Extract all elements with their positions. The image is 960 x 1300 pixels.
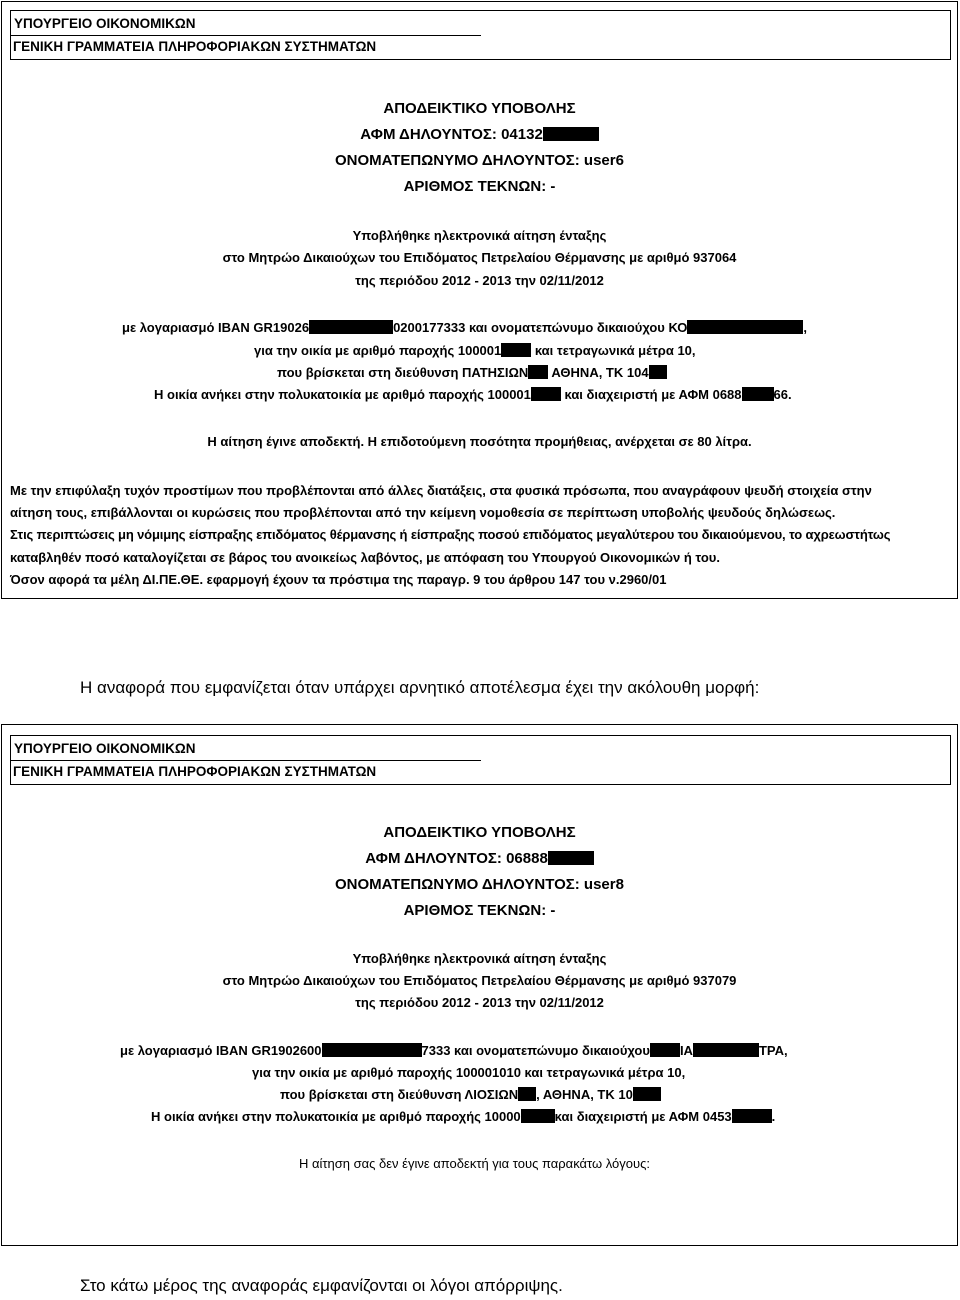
building-text-c: . bbox=[771, 1109, 776, 1124]
building-text-a: Η οικία ανήκει στην πολυκατοικία με αριθμό παροχής 100001 bbox=[154, 387, 531, 402]
building-text-a: Η οικία ανήκει στην πολυκατοικία με αριθμό παροχής 10000 bbox=[151, 1109, 521, 1124]
legal-line: Με την επιφύλαξη τυχόν προστίμων που προβλέπονται από άλλες διατάξεις, στα φυσικά πρόσωπα, που αναγράφουν ψευδή στοιχεία στην bbox=[10, 483, 872, 498]
address-text-a: που βρίσκεται στη διεύθυνση ΠΑΤΗΣΙΩΝ bbox=[277, 365, 529, 380]
building-line bbox=[151, 1109, 775, 1124]
submitted-line: Υποβλήθηκε ηλεκτρονικά αίτηση ένταξης bbox=[352, 951, 607, 966]
secretariat-name: ΓΕΝΙΚΗ ΓΡΑΜΜΑΤΕΙΑ ΠΛΗΡΟΦΟΡΙΑΚΩΝ ΣΥΣΤΗΜΑΤΩΝ bbox=[13, 39, 377, 54]
receipt-title: ΑΠΟΔΕΙΚΤΙΚΟ ΥΠΟΒΟΛΗΣ bbox=[383, 100, 576, 117]
redaction-block bbox=[687, 320, 803, 334]
redaction-block bbox=[501, 343, 531, 357]
receipt-rejected bbox=[1, 724, 958, 1246]
iban-line bbox=[122, 320, 807, 335]
ministry-name: ΥΠΟΥΡΓΕΙΟ ΟΙΚΟΝΟΜΙΚΩΝ bbox=[14, 741, 196, 756]
house-line bbox=[254, 343, 696, 358]
redaction-block bbox=[322, 1043, 422, 1057]
legal-line: αίτηση τους, επιβάλλονται οι κυρώσεις που προβλέπονται από την κείμενη νομοθεσία σε περίπτωση υποβολής ψευδούς δηλώσεως. bbox=[10, 505, 836, 521]
iban-line bbox=[120, 1043, 788, 1058]
receipt-title: ΑΠΟΔΕΙΚΤΙΚΟ ΥΠΟΒΟΛΗΣ bbox=[383, 824, 576, 841]
result-line: Η αίτηση σας δεν έγινε αποδεκτή για τους παρακάτω λόγους: bbox=[298, 1156, 651, 1171]
registry-line: στο Μητρώο Δικαιούχων του Επιδόματος Πετρελαίου Θέρμανσης με αριθμό 937079 bbox=[222, 973, 737, 988]
children-line: ΑΡΙΘΜΟΣ ΤΕΚΝΩΝ: - bbox=[403, 178, 556, 195]
legal-line: Όσον αφορά τα μέλη ΔΙ.ΠΕ.ΘΕ. εφαρμογή έχουν τα πρόστιμα της παραγρ. 9 του άρθρου 147 του ν.2960/01 bbox=[10, 571, 667, 587]
address-text-b: ΑΘΗΝΑ, ΤΚ 104 bbox=[548, 365, 649, 380]
address-text-b: , ΑΘΗΝΑ, ΤΚ 10 bbox=[536, 1087, 633, 1102]
redaction-block bbox=[732, 1109, 772, 1123]
iban-text-a: με λογαριασμό IBAN GR1902600 bbox=[120, 1043, 322, 1058]
iban-text-b: 7333 και ονοματεπώνυμο δικαιούχου bbox=[421, 1043, 650, 1058]
legal-line: καταβληθέν ποσό καταλογίζεται σε βάρος του ανοικείως λαβόντος, με απόφαση του Υπουργού Οικονομικών ή του. bbox=[10, 549, 720, 565]
redaction-block bbox=[543, 127, 599, 141]
legal-line: Στις περιπτώσεις μη νόμιμης είσπραξης επιδόματος θέρμανσης ή είσπραξης ποσού επιδόματος μεγαλύτερου του δικαιούμενου, το αχρεωστήτως bbox=[10, 527, 891, 543]
submitted-line: Υποβλήθηκε ηλεκτρονικά αίτηση ένταξης bbox=[352, 228, 607, 243]
period-line: της περιόδου 2012 - 2013 την 02/11/2012 bbox=[355, 273, 604, 288]
address-line bbox=[280, 1087, 661, 1102]
redaction-block bbox=[742, 387, 774, 401]
header-divider bbox=[11, 760, 481, 761]
legal-notice bbox=[10, 480, 951, 591]
iban-text-d: ΤΡΑ, bbox=[758, 1043, 788, 1058]
ministry-name: ΥΠΟΥΡΓΕΙΟ ΟΙΚΟΝΟΜΙΚΩΝ bbox=[14, 16, 196, 31]
building-text-b: και διαχειριστή με ΑΦΜ 0688 bbox=[560, 387, 742, 402]
header-divider bbox=[11, 35, 481, 36]
iban-text-c: , bbox=[803, 320, 807, 335]
address-text-a: που βρίσκεται στη διεύθυνση ΛΙΟΣΙΩΝ bbox=[280, 1087, 519, 1102]
receipt-accepted bbox=[1, 1, 958, 599]
redaction-block bbox=[650, 1043, 680, 1057]
name-line: ΟΝΟΜΑΤΕΠΩΝΥΜΟ ΔΗΛΟΥΝΤΟΣ: user8 bbox=[335, 876, 624, 893]
house-text-b: και τετραγωνικά μέτρα 10, bbox=[531, 343, 696, 358]
name-line: ΟΝΟΜΑΤΕΠΩΝΥΜΟ ΔΗΛΟΥΝΤΟΣ: user6 bbox=[335, 152, 624, 169]
secretariat-name: ΓΕΝΙΚΗ ΓΡΑΜΜΑΤΕΙΑ ΠΛΗΡΟΦΟΡΙΑΚΩΝ ΣΥΣΤΗΜΑΤΩΝ bbox=[13, 764, 377, 779]
redaction-block bbox=[309, 320, 393, 334]
building-line bbox=[154, 387, 792, 402]
iban-text-b: 0200177333 και ονοματεπώνυμο δικαιούχου ΚΟ bbox=[393, 320, 688, 335]
afm-line bbox=[2, 126, 957, 143]
document-header bbox=[10, 735, 951, 785]
document-header bbox=[10, 10, 951, 60]
redaction-block bbox=[521, 1109, 555, 1123]
period-line: της περιόδου 2012 - 2013 την 02/11/2012 bbox=[355, 995, 604, 1010]
caption-negative-result: Η αναφορά που εμφανίζεται όταν υπάρχει αρνητικό αποτέλεσμα έχει την ακόλουθη μορφή: bbox=[80, 678, 760, 697]
afm-line bbox=[2, 850, 957, 867]
result-line: Η αίτηση έγινε αποδεκτή. Η επιδοτούμενη ποσότητα προμήθειας, ανέρχεται σε 80 λίτρα. bbox=[207, 434, 752, 449]
house-line: για την οικία με αριθμό παροχής 100001010 και τετραγωνικά μέτρα 10, bbox=[252, 1065, 686, 1080]
building-text-c: 66. bbox=[773, 387, 792, 402]
iban-text-c: ΙΑ bbox=[679, 1043, 693, 1058]
redaction-block bbox=[531, 387, 561, 401]
iban-text-a: με λογαριασμό IBAN GR19026 bbox=[122, 320, 310, 335]
redaction-block bbox=[518, 1087, 536, 1101]
building-text-b: και διαχειριστή με ΑΦΜ 0453 bbox=[554, 1109, 732, 1124]
afm-text: ΑΦΜ ΔΗΛΟΥΝΤΟΣ: 06888 bbox=[365, 850, 548, 867]
caption-rejection-reasons: Στο κάτω μέρος της αναφοράς εμφανίζονται οι λόγοι απόρριψης. bbox=[80, 1276, 563, 1295]
redaction-block bbox=[548, 851, 594, 865]
redaction-block bbox=[693, 1043, 759, 1057]
children-line: ΑΡΙΘΜΟΣ ΤΕΚΝΩΝ: - bbox=[403, 902, 556, 919]
redaction-block bbox=[528, 365, 548, 379]
redaction-block bbox=[633, 1087, 661, 1101]
address-line bbox=[277, 365, 667, 380]
registry-line: στο Μητρώο Δικαιούχων του Επιδόματος Πετρελαίου Θέρμανσης με αριθμό 937064 bbox=[222, 250, 737, 265]
afm-text: ΑΦΜ ΔΗΛΟΥΝΤΟΣ: 04132 bbox=[360, 126, 543, 143]
house-text-a: για την οικία με αριθμό παροχής 100001 bbox=[254, 343, 502, 358]
redaction-block bbox=[649, 365, 667, 379]
